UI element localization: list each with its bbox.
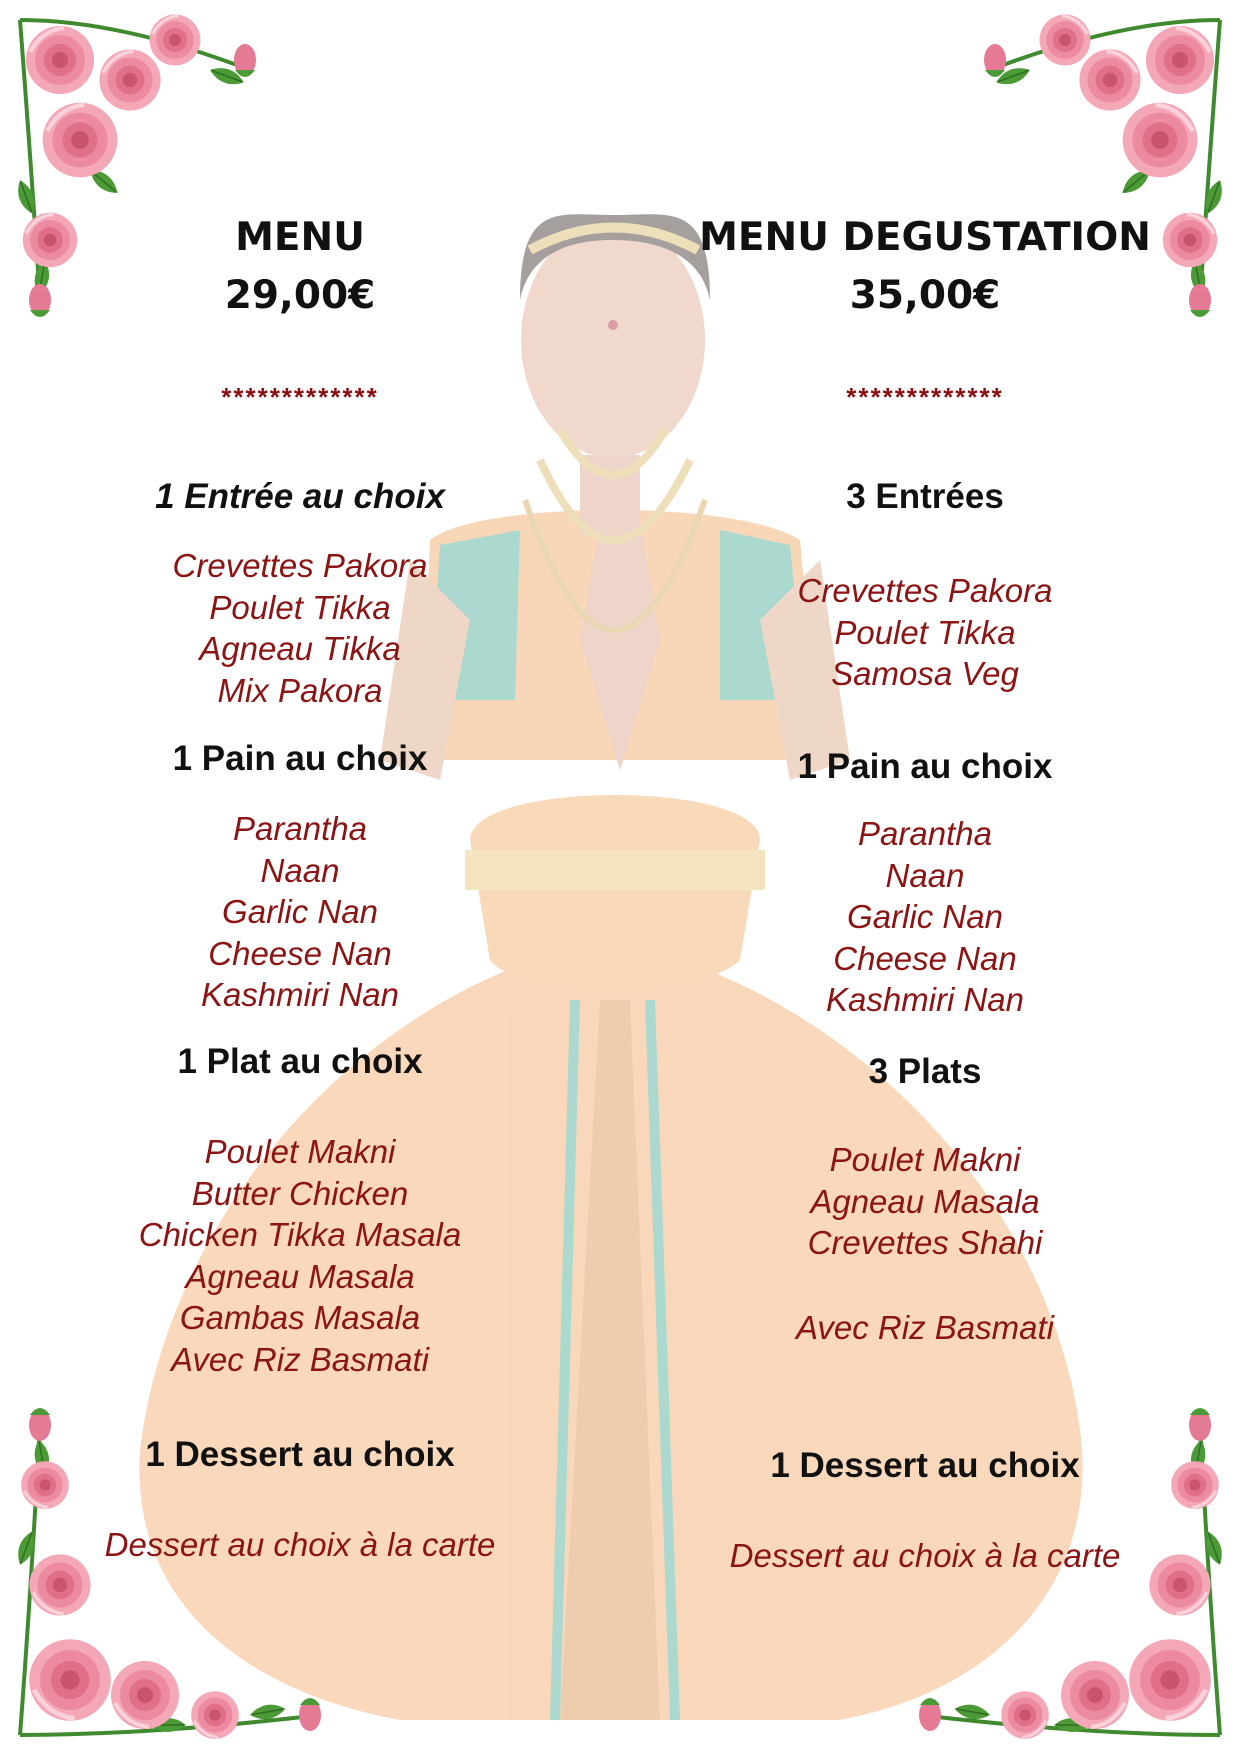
list-item: Samosa Veg (831, 655, 1019, 692)
list-item: Parantha (233, 810, 367, 847)
menu-title: MENU (235, 215, 365, 260)
list-item: Butter Chicken (191, 1174, 409, 1212)
list-item: Crevettes Shahi (807, 1224, 1043, 1261)
list-item: Garlic Nan (847, 898, 1003, 935)
pain-heading: 1 Pain au choix (797, 747, 1053, 786)
menu-title: MENU DEGUSTATION (699, 215, 1151, 260)
list-item: Mix Pakora (217, 671, 383, 709)
list-item: Poulet Tikka (834, 613, 1016, 651)
list-item: Kashmiri Nan (825, 981, 1025, 1018)
separator-stars: ************* (846, 382, 1004, 412)
list-item: Poulet Makni (829, 1141, 1021, 1178)
rice-note: Avec Riz Basmati (796, 1309, 1054, 1346)
list-item: Agneau Tikka (199, 630, 401, 667)
list-item: Avec Riz Basmati (171, 1340, 429, 1378)
rose-corner-top-left (13, 15, 256, 318)
list-item: Poulet Makni (204, 1133, 396, 1170)
list-item: Gambas Masala (179, 1299, 421, 1336)
list-item: Poulet Tikka (209, 588, 391, 626)
separator-stars: ************* (221, 382, 379, 412)
plat-heading: 3 Plats (868, 1052, 982, 1091)
pain-heading: 1 Pain au choix (172, 739, 428, 778)
pain-list (690, 813, 1160, 1021)
plat-list (690, 1139, 1160, 1264)
plat-list (70, 1131, 530, 1380)
menu-price: 29,00€ (224, 273, 376, 318)
list-item: Naan (260, 851, 340, 889)
list-item: Crevettes Pakora (797, 572, 1053, 609)
list-item: Crevettes Pakora (172, 547, 428, 584)
plat-heading: 1 Plat au choix (177, 1042, 423, 1081)
pain-list (70, 808, 530, 1016)
entree-heading: 3 Entrées (846, 477, 1004, 516)
entree-list (690, 570, 1160, 695)
entree-list (70, 545, 530, 711)
menu-price: 35,00€ (849, 273, 1001, 318)
dessert-note: Dessert au choix à la carte (104, 1526, 496, 1563)
list-item: Agneau Masala (810, 1182, 1040, 1220)
list-item: Cheese Nan (833, 939, 1017, 977)
dessert-heading: 1 Dessert au choix (770, 1446, 1080, 1485)
entree-heading: 1 Entrée au choix (155, 477, 445, 516)
list-item: Garlic Nan (222, 893, 378, 930)
list-item: Parantha (858, 815, 992, 852)
dessert-note: Dessert au choix à la carte (729, 1537, 1121, 1574)
rose-corner-top-right (984, 15, 1227, 318)
dessert-heading: 1 Dessert au choix (145, 1435, 455, 1474)
list-item: Naan (885, 856, 965, 894)
list-item: Agneau Masala (185, 1257, 415, 1295)
list-item: Kashmiri Nan (200, 976, 400, 1013)
list-item: Cheese Nan (208, 934, 392, 972)
list-item: Chicken Tikka Masala (138, 1216, 462, 1253)
